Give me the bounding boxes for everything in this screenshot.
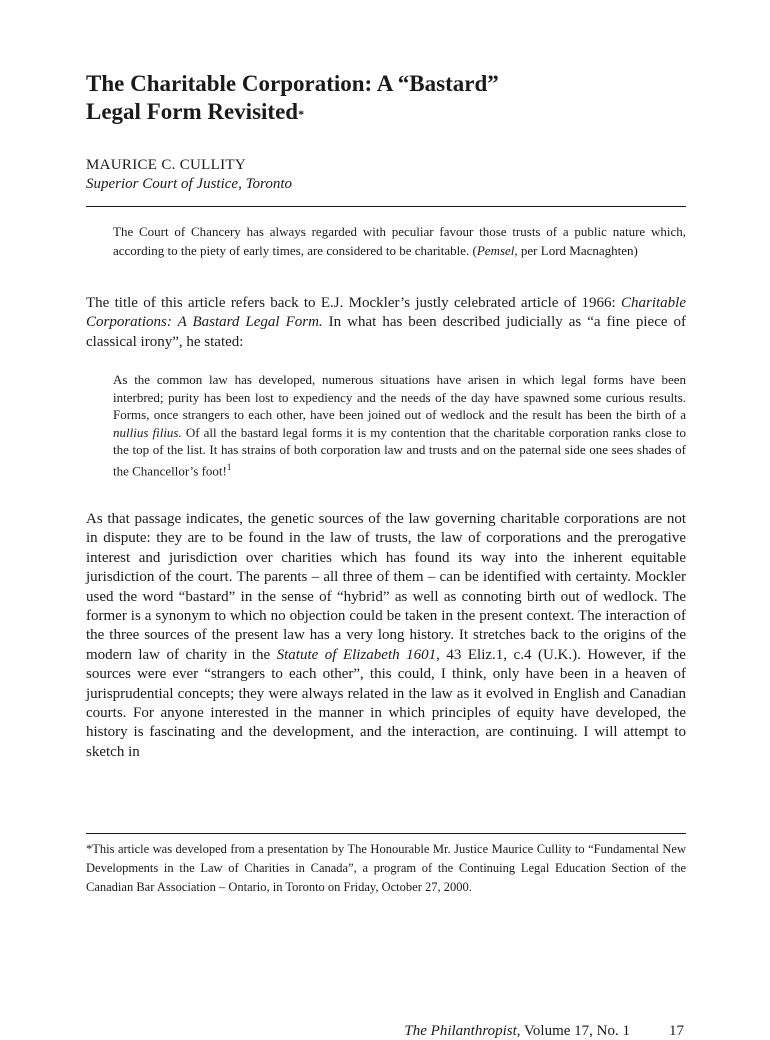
page-number: 17 — [669, 1023, 684, 1039]
article-page — [86, 70, 687, 1039]
quote-text-end: Of all the bastard legal forms it is my contention that the charitable corporation ranks close to the top of the list. It has strains of both corporation law and trusts and on the paternal side one sees shades of the Chancellor’s foot! — [113, 424, 686, 479]
title-line-1: The Charitable Corporation: A “Bastard” — [86, 71, 499, 96]
quote-text: As the common law has developed, numerous situations have arisen in which legal forms have been interbred; purity has been lost to expediency and the needs of the day have spawned some curious results. Forms, once strangers to each other, have been joined out of wedlock and the result has been the birth of a — [113, 372, 686, 423]
journal-volume: , Volume 17, No. 1 — [516, 1023, 630, 1039]
paragraph-2 — [86, 510, 686, 762]
journal-name: The Philanthropist — [404, 1023, 517, 1039]
block-quote — [113, 371, 686, 480]
header-rule — [86, 206, 686, 207]
para2-text-end: , 43 Eliz.1, c.4 (U.K.). However, if the sources were ever “strangers to each other”, this could, I think, only have been in a heaven of jurisprudential concepts; they were always related in the law as it evolved in English and Canadian courts. For anyone interested in the manner in which principles of equity have developed, the history is fascinating and the development, and the interaction, are continuing. I will attempt to sketch in — [86, 646, 686, 760]
para1-text: The title of this article refers back to E.J. Mockler’s justly celebrated article of 1966: — [86, 295, 621, 311]
author-affiliation: Superior Court of Justice, Toronto — [86, 176, 292, 192]
title-footnote-mark: * — [298, 107, 305, 121]
author-name: MAURICE C. CULLITY — [86, 157, 246, 173]
journal-citation — [404, 1023, 630, 1040]
para1-text-end: In what has been described judicially as “a fine piece of classical irony”, he stated: — [86, 314, 687, 350]
article-title — [86, 70, 686, 126]
quote-latin-term: nullius filius. — [113, 424, 182, 440]
footnote: *This article was developed from a presentation by The Honourable Mr. Justice Maurice Cullity to “Fundamental New Developments in the Law of Charities in Canada”, a program of the Continuing Legal Education Section of the Canadian Bar Association – Ontario, in Toronto on Friday, October 27, 2000. — [86, 842, 686, 894]
epigraph-text: The Court of Chancery has always regarded with peculiar favour those trusts of a public nature which, according to the piety of early times, are considered to be charitable. ( — [113, 224, 686, 258]
paragraph-1 — [86, 294, 686, 352]
title-line-2: Legal Form Revisited — [86, 99, 299, 124]
epigraph-attribution: per Lord Macnaghten) — [517, 242, 638, 258]
para1-work-title: Charitable Corporations: A Bastard Legal Form. — [86, 295, 686, 331]
epigraph — [113, 223, 686, 260]
epigraph-case: Pemsel, — [476, 242, 518, 258]
footnote-rule — [86, 833, 686, 834]
para2-text: As that passage indicates, the genetic sources of the law governing charitable corporations are not in dispute: they are to be found in the law of trusts, the law of corporations and the prerogative interest and jurisdiction over charities which has found its way into the inherent equitable jurisdiction of the court. The parents – all three of them – can be identified with certainty. Mockler used the word “bastard” in the sense of “hybrid” as well as connoting birth out of wedlock. The former is a synonym to which no objection could be taken in the present context. The interaction of the three sources of the present law has a very long history. It stretches back to the origins of the modern law of charity in the — [86, 511, 686, 663]
para2-statute: Statute of Elizabeth 1601 — [276, 646, 437, 663]
quote-footnote-ref: 1 — [226, 461, 232, 472]
